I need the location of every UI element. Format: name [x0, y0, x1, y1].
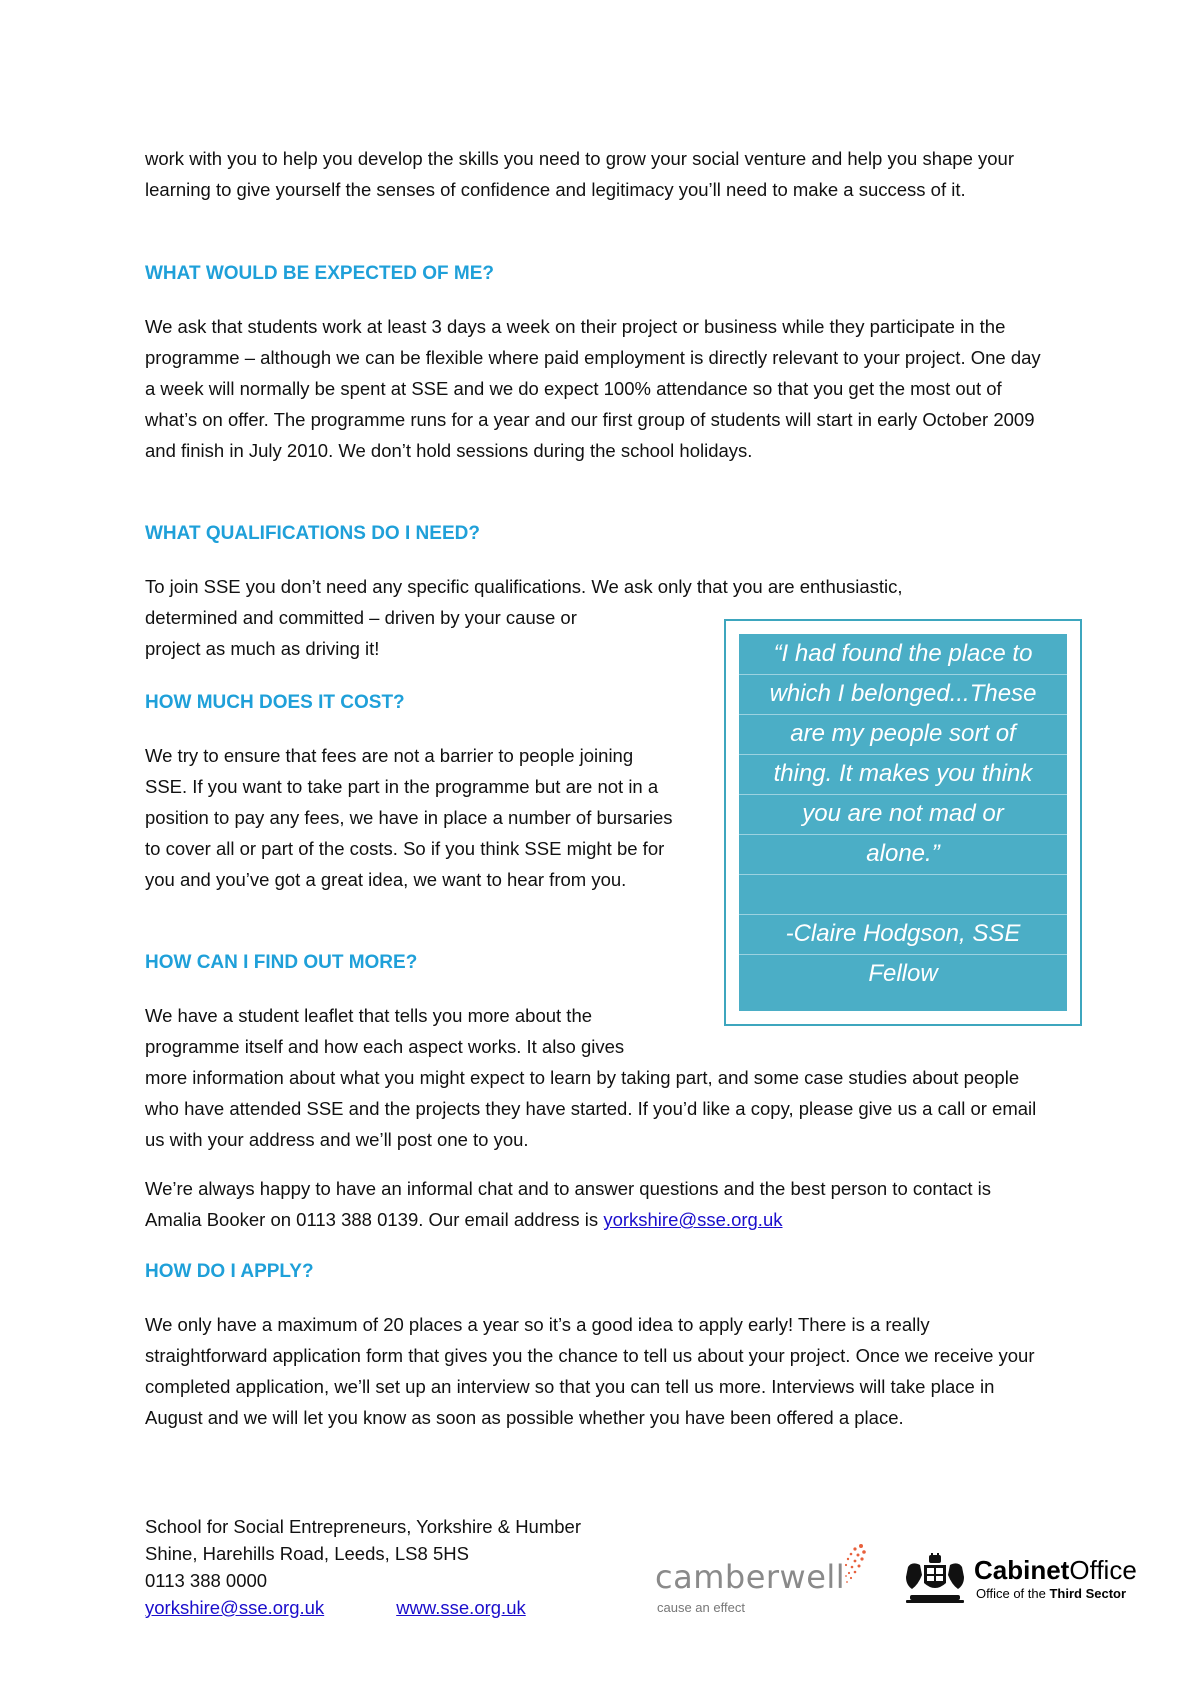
quote-panel	[739, 634, 1067, 1011]
footer-phone: 0113 388 0000	[145, 1570, 268, 1591]
heading-more: HOW CAN I FIND OUT MORE?	[145, 952, 418, 973]
cabinet-office-subtitle	[976, 1586, 1126, 1601]
intro-block	[145, 143, 1050, 205]
paragraph-qualifications-line1: To join SSE you don’t need any specific qualifications. We ask only that you are enthusiastic,	[145, 576, 903, 597]
heading-cost: HOW MUCH DOES IT COST?	[145, 692, 405, 713]
cabinet-office-logo	[902, 1553, 1147, 1608]
paragraph-qualifications-line3: project as much as driving it!	[145, 638, 380, 659]
section-expected	[145, 258, 1050, 289]
quote-attribution: -Claire Hodgson, SSE	[739, 914, 1067, 955]
cabinet-office-title-regular: Office	[1069, 1555, 1137, 1585]
intro-paragraph: work with you to help you develop the skills you need to grow your social venture and help you shape your learning to give yourself the senses of confidence and legitimacy you’ll need to make a success of it.	[145, 148, 1014, 200]
camberwell-logo	[655, 1540, 870, 1620]
footer-email-link[interactable]: yorkshire@sse.org.uk	[145, 1597, 325, 1618]
cabinet-office-subtitle-regular: Office of the	[976, 1586, 1050, 1601]
quote-attribution: Fellow	[868, 960, 938, 987]
quote-line: alone.”	[739, 834, 1067, 875]
section-contact-body	[145, 1173, 1050, 1235]
quote-line: are my people sort of	[739, 714, 1067, 755]
cabinet-office-title	[974, 1555, 1137, 1586]
quote-line: which I belonged...These	[739, 674, 1067, 715]
paragraph-apply: We only have a maximum of 20 places a year so it’s a good idea to apply early! There is a really straightforward application form that gives you the chance to tell us about your project. Once we receive your completed application, we’ll set up an interview so that you can tell us more. Interviews will take place in August and we will let you know as soon as possible whether you have been offered a place.	[145, 1314, 1035, 1428]
section-cost-body	[145, 740, 675, 895]
paragraph-more-rest: more information about what you might expect to learn by taking part, and some case studies about people who have attended SSE and the projects they have started. If you’d like a copy, please give us a call or email us with your address and we’ll post one to you.	[145, 1067, 1037, 1150]
quote-line: thing. It makes you think	[739, 754, 1067, 795]
heading-expected: WHAT WOULD BE EXPECTED OF ME?	[145, 263, 495, 284]
section-apply	[145, 1256, 1050, 1287]
footer-links	[145, 1594, 598, 1621]
camberwell-wordmark: camberwell	[655, 1558, 846, 1596]
contact-email-link[interactable]: yorkshire@sse.org.uk	[603, 1209, 783, 1230]
paragraph-more-line2: programme itself and how each aspect works. It also gives	[145, 1036, 625, 1057]
heading-qualifications: WHAT QUALIFICATIONS DO I NEED?	[145, 523, 480, 544]
heading-apply: HOW DO I APPLY?	[145, 1261, 314, 1282]
quote-line-blank	[739, 874, 1067, 915]
paragraph-qualifications-line2: determined and committed – driven by your cause or	[145, 607, 577, 628]
camberwell-swirl-icon	[833, 1540, 873, 1590]
section-apply-body	[145, 1309, 1050, 1433]
quote-box	[724, 619, 1082, 1026]
camberwell-tagline: cause an effect	[657, 1600, 745, 1615]
paragraph-more-line1: We have a student leaflet that tells you more about the	[145, 1005, 593, 1026]
section-expected-body	[145, 311, 1050, 466]
quote-line: you are not mad or	[739, 794, 1067, 835]
section-qualifications	[145, 518, 1050, 549]
footer	[145, 1513, 598, 1621]
cabinet-office-title-bold: Cabinet	[974, 1555, 1070, 1585]
cabinet-office-subtitle-bold: Third Sector	[1049, 1586, 1127, 1601]
footer-org: School for Social Entrepreneurs, Yorkshire & Humber	[145, 1516, 581, 1537]
paragraph-contact	[145, 1173, 1050, 1235]
quote-line: “I had found the place to	[739, 634, 1067, 675]
footer-website-link[interactable]: www.sse.org.uk	[396, 1597, 526, 1618]
royal-crest-icon	[902, 1553, 968, 1605]
paragraph-expected: We ask that students work at least 3 days a week on their project or business while they participate in the programme – although we can be flexible where paid employment is directly relevant to your project. One day a week will normally be spent at SSE and we do expect 100% attendance so that you get the most out of what’s on offer. The programme runs for a year and our first group of students will start in early October 2009 and finish in July 2010. We don’t hold sessions during the school holidays.	[145, 316, 1041, 461]
footer-address: Shine, Harehills Road, Leeds, LS8 5HS	[145, 1543, 469, 1564]
paragraph-cost: We try to ensure that fees are not a barrier to people joining SSE. If you want to take part in the programme but are not in a position to pay any fees, we have in place a number of bursaries to cover all or part of the costs. So if you think SSE might be for you and you’ve got a great idea, we want to hear from you.	[145, 745, 673, 890]
contact-text: We’re always happy to have an informal chat and to answer questions and the best person to contact is Amalia Booker on 0113 388 0139. Our email address is	[145, 1178, 992, 1230]
